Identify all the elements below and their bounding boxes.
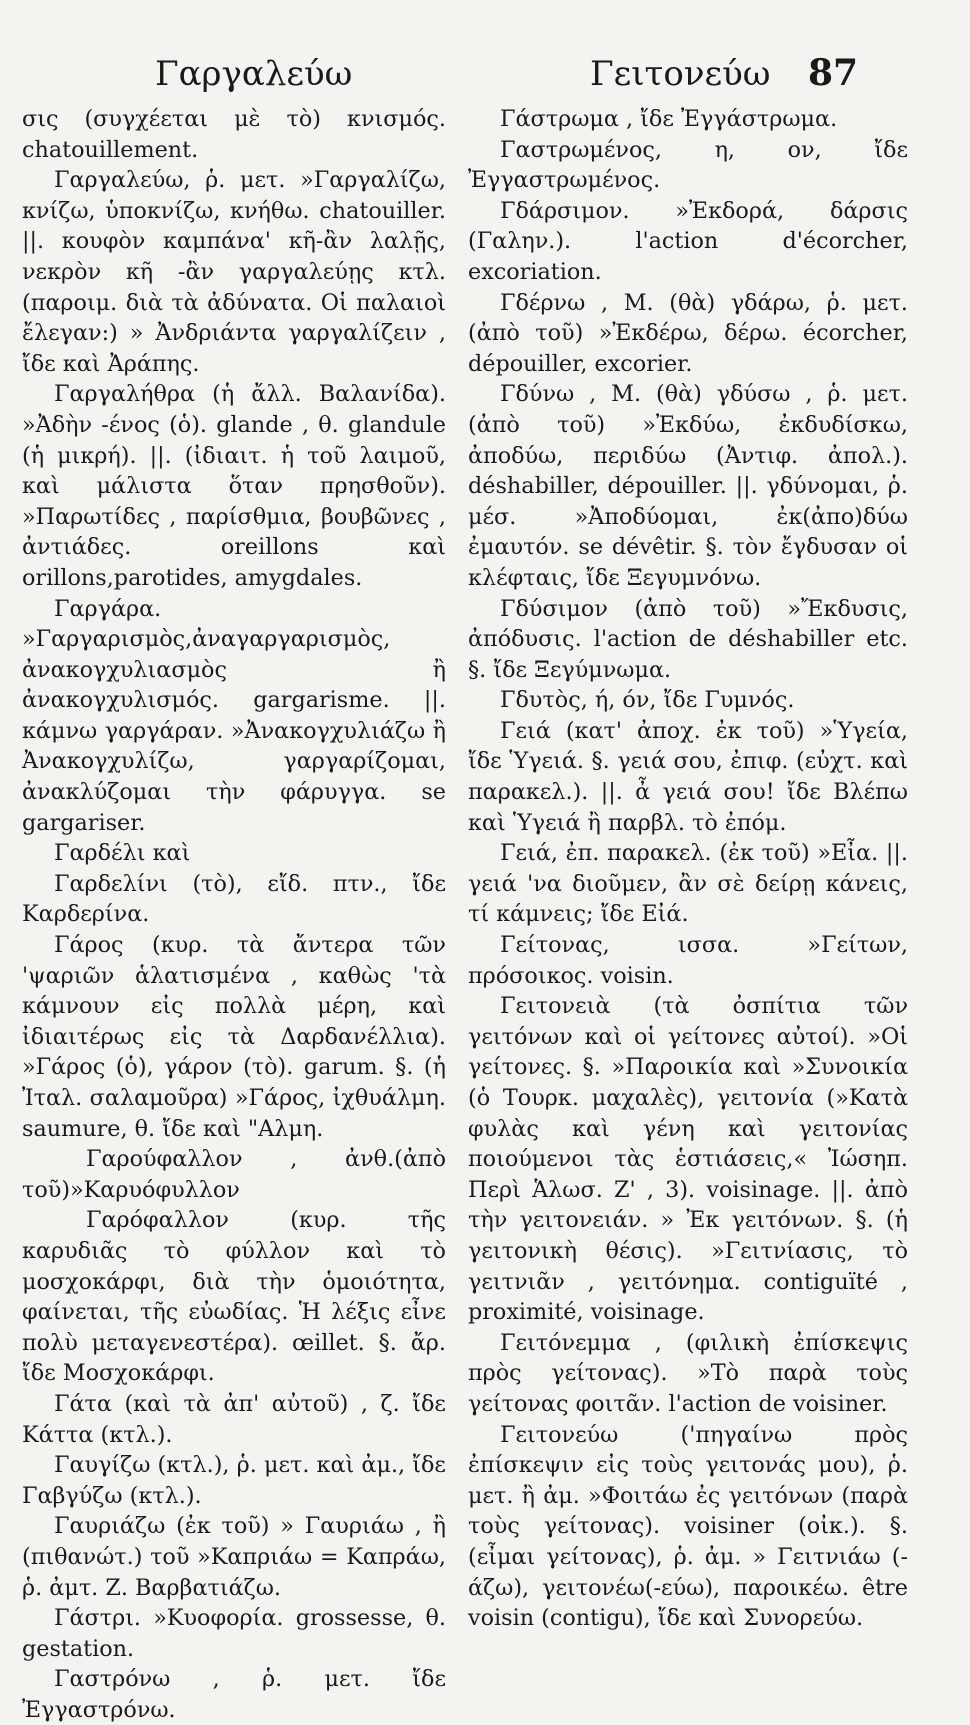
dictionary-entry: Γειτόνεμμα , (φιλικὴ ἐπίσκεψις πρὸς γείτονας). »Τὸ παρὰ τοὺς γείτονας φοιτᾶν. l'action de voisiner. [468,1329,908,1417]
dictionary-entry: Γαργαλήθρα (ἡ ἄλλ. Βαλανίδα). »Ἀδὴν -ένος (ὁ). glande , θ. glandule (ἡ μικρή). ||. (ἰδιαιτ. ἡ τοῦ λαιμοῦ, καὶ μάλιστα ὅταν πρησθοῦν). »Παρωτίδες , παρίσθμια, βουβῶνες , ἀντιάδες. oreillons καὶ orillons,parotides, amygdales. [22,381,446,591]
right-column [468,104,908,1634]
dictionary-entry: Γαργαλεύω, ῥ. μετ. »Γαργαλίζω, κνίζω, ὑποκνίζω, κνήθω. chatouiller. ||. κουφὸν καμπάνα' κῆ-ἂν λαλῇς, νεκρὸν κῆ -ἂν γαργαλεύῃς κτλ. (παροιμ. διὰ τὰ ἀδύνατα. Οἱ παλαιοὶ ἔλεγαν:) » Ἀνδριάντα γαργαλίζειν , ἴδε καὶ Ἀράπης. [22,167,446,377]
dictionary-entry: Γαρδελίνι (τὸ), εἴδ. πτν., ἴδε Καρδερίνα. [22,870,446,928]
dictionary-entry: Γαστρόνω , ῥ. μετ. ἴδε Ἐγγαστρόνω. [22,1666,446,1723]
dictionary-entry: Γειά (κατ' ἀποχ. ἐκ τοῦ) »Ὑγεία, ἴδε Ὑγειά. §. γειά σου, ἐπιφ. (εὐχτ. καὶ παρακελ.). ||. ἆ γειά σου! ἴδε Βλέπω καὶ Ὑγειά ἢ παρβλ. τὸ ἐπόμ. [468,717,908,836]
right-guide-word: Γειτονεύω [590,54,771,94]
dictionary-entry: Γάρος (κυρ. τὰ ἄντερα τῶν 'ψαριῶν ἁλατισμένα , καθὼς 'τὰ κάμνουν εἰς πολλὰ μέρη, καὶ ἰδιαιτέρως εἰς τὰ Δαρδανέλλια). »Γάρος (ὁ), γάρον (τὸ). garum. §. (ἡ Ἰταλ. σαλαμοῦρα) »Γάρος, ἰχθυάλμη. saumure, θ. ἴδε καὶ "Αλμη. [22,932,446,1142]
dictionary-entry: Γδύνω , Μ. (θὰ) γδύσω , ῥ. μετ. (ἀπὸ τοῦ) »Ἐκδύω, ἐκδυδίσκω, ἀποδύω, περιδύω (Ἀντιφ. ἀπολ.). déshabiller, dépouiller. ||. γδύνομαι, ῥ. μέσ. »Ἀποδύομαι, ἐκ(ἀπο)δύω ἐμαυτόν. se dévêtir. §. τὸν ἔγδυσαν οἱ κλέφταις, ἴδε Ξεγυμνόνω. [468,381,908,591]
dictionary-entry: Γδέρνω , Μ. (θὰ) γδάρω, ῥ. μετ. (ἀπὸ τοῦ) »Ἐκδέρω, δέρω. écorcher, dépouiller, excorier. [468,289,908,377]
running-header [0,48,970,98]
dictionary-entry: Γαυριάζω (ἐκ τοῦ) » Γαυριάω , ἢ (πιθανώτ.) τοῦ »Καπριάω = Καπράω, ῥ. ἀμτ. Ζ. Βαρβατιάζω. [22,1513,446,1601]
dictionary-entry: Γάστρωμα , ἴδε Ἐγγάστρωμα. [500,106,838,132]
dictionary-entry: Γείτονας, ισσα. »Γείτων, πρόσοικος. voisin. [468,932,908,989]
left-guide-word: Γαργαλεύω [155,54,353,94]
left-column [22,104,446,1725]
dictionary-entry: Γδάρσιμον. »Ἐκδορά, δάρσις (Γαλην.). l'action d'écorcher, excoriation. [468,197,908,285]
dictionary-entry: Γαργάρα. »Γαργαρισμὸς,ἀναγαργαρισμὸς, ἀνακογχυλιασμὸς ἢ ἀνακογχυλισμός. gargarisme. ||. κάμνω γαργάραν. »Ἀνακογχυλιάζω ἢ Ἀνακογχυλίζω, γαργαρίζομαι, ἀνακλύζομαι τὴν φάρυγγα. se gargariser. [22,595,446,836]
dictionary-entry: Γδύσιμον (ἀπὸ τοῦ) »Ἔκδυσις, ἀπόδυσις. l'action de déshabiller etc. §. ἴδε Ξεγύμνωμα. [468,595,908,683]
dictionary-entry: Γάστρι. »Κυοφορία. grossesse, θ. gestation. [22,1605,446,1662]
dictionary-entry: Γάτα (καὶ τὰ ἀπ' αὐτοῦ) , ζ. ἴδε Κάττα (κτλ.). [22,1390,446,1448]
dictionary-entry: Γειτονεύω ('πηγαίνω πρὸς ἐπίσκεψιν εἰς τοὺς γειτονάς μου), ῥ. μετ. ἢ ἀμ. »Φοιτάω ἐς γειτόνων (παρὰ τοὺς γείτονας). voisiner (οἰκ.). §. (εἶμαι γείτονας), ῥ. ἀμ. » Γειτνιάω (-άζω), γειτονέω(-εύω), παροικέω. être voisin (contigu), ἴδε καὶ Συνορεύω. [468,1421,908,1632]
dictionary-entry: Γειτονειὰ (τὰ ὀσπίτια τῶν γειτόνων καὶ οἱ γείτονες αὐτοί). »Οἱ γείτονες. §. »Παροικία καὶ »Συνοικία (ὁ Τουρκ. μαχαλὲς), γειτονία (»Κατὰ φυλὰς καὶ γένη καὶ γειτονίας ποιούμενοι τὰς ἑστιάσεις,« Ἰώσηπ. Περὶ Ἁλωσ. Ζ' , 3). voisinage. ||. ἀπὸ τὴν γειτονειάν. » Ἐκ γειτόνων. §. (ἡ γειτονικὴ θέσις). »Γειτνίασις, τὸ γειτνιᾶν , γειτόνημα. contiguïté , proximité, voisinage. [468,993,908,1326]
dictionary-entry: Γαρούφαλλον , ἀνθ.(ἀπὸ τοῦ)»Καρυόφυλλον [22,1146,446,1203]
dictionary-entry: σις (συγχέεται μὲ τὸ) κνισμός. chatouillement. [22,106,446,163]
dictionary-entry: Γαρδέλι καὶ [54,840,191,867]
dictionary-entry: Γειά, ἐπ. παρακελ. (ἐκ τοῦ) »Εἶα. ||. γειά 'να διοῦμεν, ἂν σὲ δείρῃ κάνεις, τί κάμνεις; ἴδε Εἰά. [468,840,908,928]
dictionary-entry: Γαστρωμένος, η, ον, ἴδε Ἐγγαστρωμένος. [468,136,908,194]
dictionary-entry: Γαρόφαλλον (κυρ. τῆς καρυδιᾶς τὸ φύλλον καὶ τὸ μοσχοκάρφι, διὰ τὴν ὁμοιότητα, φαίνεται, τῆς εὐωδίας. Ἡ λέξις εἶνε πολὺ μεταγενεστέρα). œillet. §. ἄρ. ἴδε Μοσχοκάρφι. [22,1207,446,1387]
dictionary-entry: Γδυτὸς, ή, όν, ἴδε Γυμνός. [500,687,795,714]
dictionary-entry: Γαυγίζω (κτλ.), ῥ. μετ. καὶ ἀμ., ἴδε Γαβγύζω (κτλ.). [22,1452,446,1509]
page-number: 87 [808,52,859,94]
